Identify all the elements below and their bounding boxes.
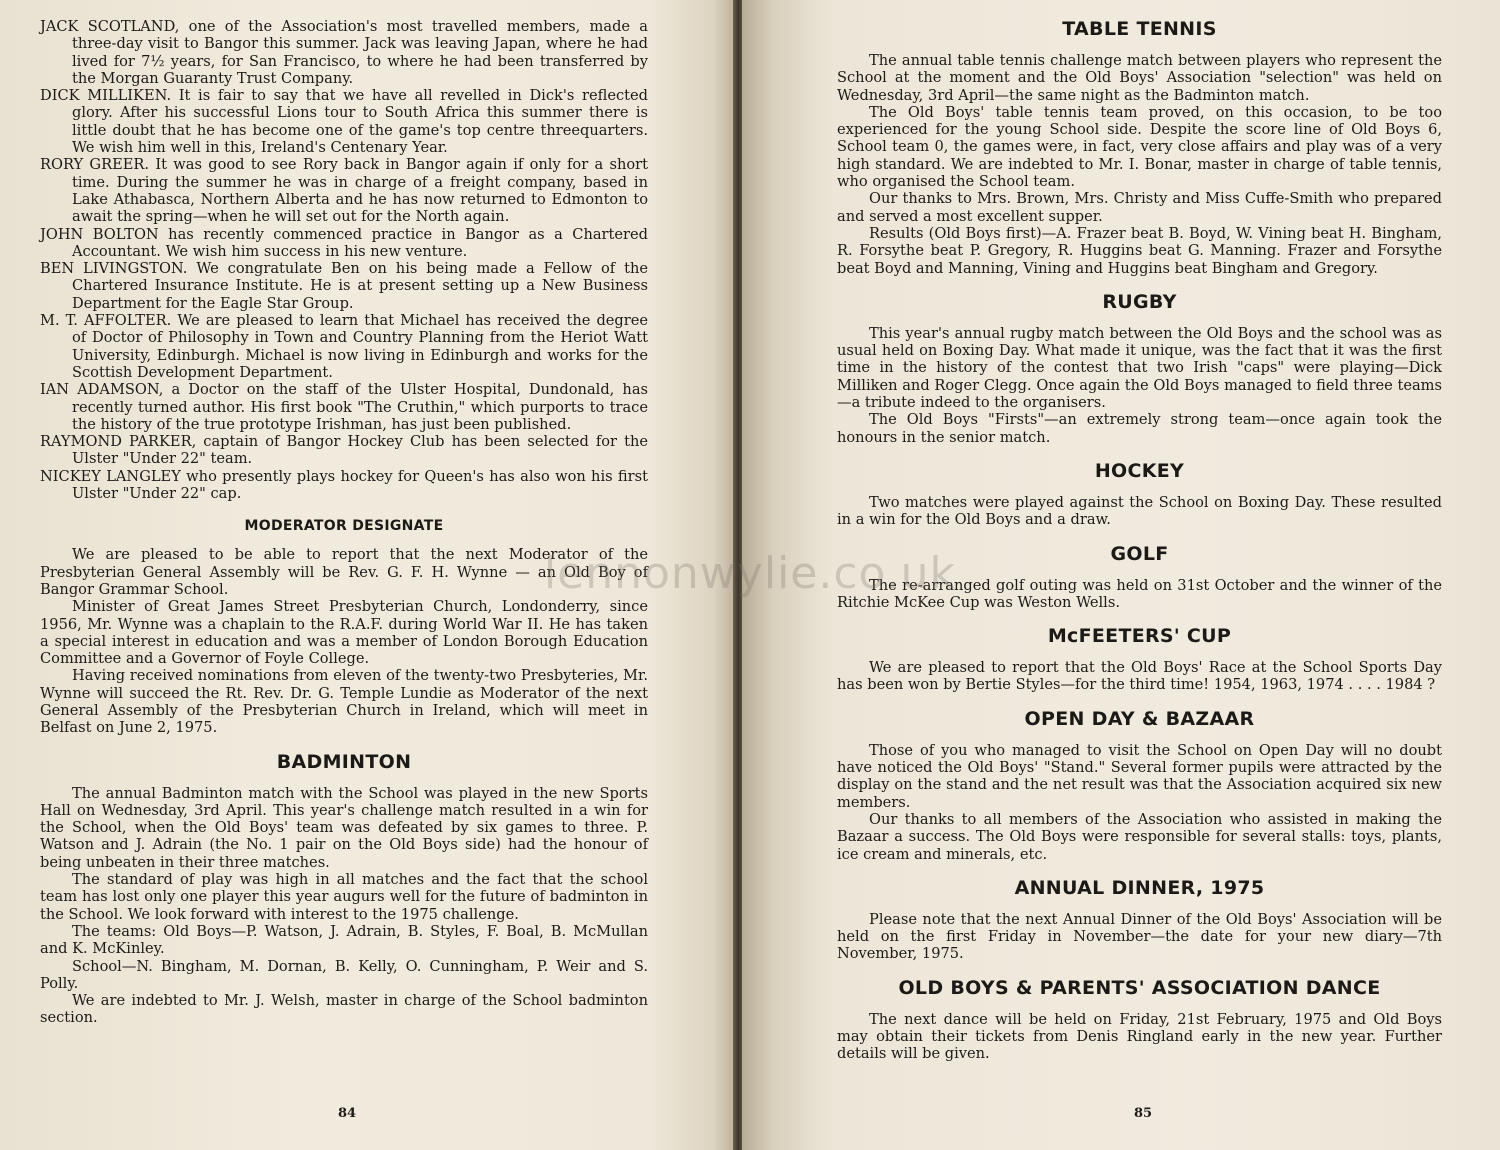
hockey-heading: HOCKEY bbox=[1094, 459, 1185, 482]
entry-name: NICKEY LANGLEY bbox=[40, 467, 181, 485]
entry-name: DICK MILLIKEN. bbox=[40, 87, 172, 105]
entry-text: a Doctor on the staff of the Ulster Hospital, Dundonald, has recently turned author. His first book "The Cruthin," which purports to trace the history of the true prototype Irishman, has just been published. bbox=[72, 381, 649, 433]
entry-name: M. T. AFFOLTER. bbox=[40, 312, 172, 330]
moderator-paragraph: Minister of Great James Street Presbyterian Church, Londonderry, since 1956, Mr. Wynne was a chaplain to the R.A.F. during World War II. He has taken a special interest in education and was a member of London Borough Education Committee and a Governor of Foyle College. bbox=[40, 598, 648, 668]
entry-text: It is fair to say that we have all revelled in Dick's reflected glory. After his successful Lions tour to South Africa this summer there is little doubt that he has become one of the game's top centre threequarters. We wish him well in this, Ireland's Centenary Year. bbox=[72, 87, 648, 157]
table-tennis-paragraph: Our thanks to Mrs. Brown, Mrs. Christy and Miss Cuffe-Smith who prepared and served a most excellent supper. bbox=[837, 190, 1442, 225]
moderator-paragraph: We are pleased to be able to report that the next Moderator of the Presbyterian General Assembly will be Rev. G. F. H. Wynne — an Old Boy of Bangor Grammar School. bbox=[40, 546, 648, 598]
news-entry bbox=[40, 312, 648, 381]
news-entry bbox=[40, 87, 648, 156]
entry-text: has recently commenced practice in Bangor as a Chartered Accountant. We wish him success in his new venture. bbox=[72, 225, 648, 260]
moderator-paragraph: Having received nominations from eleven of the twenty-two Presbyteries, Mr. Wynne will succeed the Rt. Rev. Dr. G. Temple Lundie as Moderator of the next General Assembly of the Presbyterian Church in Ireland, which will meet in Belfast on June 2, 1975. bbox=[40, 667, 648, 737]
news-entry bbox=[40, 468, 648, 503]
right-column bbox=[837, 18, 1442, 1063]
table-tennis-heading: TABLE TENNIS bbox=[1062, 18, 1217, 40]
rugby-heading: RUGBY bbox=[1102, 290, 1177, 313]
entry-name: IAN ADAMSON, bbox=[40, 381, 164, 399]
entry-text: one of the Association's most travelled members, made a three-day visit to Bangor this summer. Jack was leaving Japan, where he had lived for 7½ years, for San Francisco, to where he had been transferred by the Morgan Guaranty Trust Company. bbox=[72, 18, 649, 87]
mcfeeters-paragraph: We are pleased to report that the Old Boys' Race at the School Sports Day has been won by Bertie Styles—for the third time! 1954, 1963, 1974 . . . . 1984 ? bbox=[837, 659, 1442, 694]
entry-name: JACK SCOTLAND, bbox=[40, 18, 180, 35]
entry-text: We congratulate Ben on his being made a Fellow of the Chartered Insurance Institute. He is at present setting up a New Business Department for the Eagle Star Group. bbox=[72, 260, 648, 312]
entry-text: who presently plays hockey for Queen's has also won his first Ulster "Under 22" cap. bbox=[72, 467, 648, 503]
news-entry bbox=[40, 156, 648, 225]
mcfeeters-heading: McFEETERS' CUP bbox=[1047, 625, 1232, 648]
entry-name: BEN LIVINGSTON. bbox=[40, 260, 188, 278]
table-tennis-paragraph: The annual table tennis challenge match between players who represent the School at the moment and the Old Boys' Association "selection" was held on Wednesday, 3rd April—the same night as the Badminton match. bbox=[837, 52, 1442, 104]
badminton-paragraph: The annual Badminton match with the School was played in the new Sports Hall on Wednesday, 3rd April. This year's challenge match resulted in a win for the School, when the Old Boys' team was defeated by six games to three. P. Watson and J. Adrain (the No. 1 pair on the Old Boys side) had the honour of being unbeaten in their three matches. bbox=[40, 784, 648, 871]
badminton-paragraph: The standard of play was high in all matches and the fact that the school team has lost only one player this year augurs well for the future of badminton in the School. We look forward with interest to the 1975 challenge. bbox=[40, 871, 648, 923]
news-entry bbox=[40, 260, 648, 312]
moderator-heading: MODERATOR DESIGNATE bbox=[244, 518, 444, 535]
rugby-paragraph: The Old Boys "Firsts"—an extremely strong team—once again took the honours in the senior match. bbox=[837, 411, 1442, 446]
entry-name: RAYMOND PARKER, bbox=[40, 433, 197, 451]
left-column bbox=[40, 18, 648, 1027]
entry-name: JOHN BOLTON bbox=[40, 225, 159, 243]
entry-text: captain of Bangor Hockey Club has been selected for the Ulster "Under 22" team. bbox=[72, 433, 648, 468]
news-entry bbox=[40, 226, 648, 261]
badminton-paragraph: We are indebted to Mr. J. Welsh, master in charge of the School badminton section. bbox=[40, 992, 648, 1027]
entry-text: We are pleased to learn that Michael has received the degree of Doctor of Philosophy in Town and Country Planning from the Heriot Watt University, Edinburgh. Michael is now living in Edinburgh and works for the Scottish Development Department. bbox=[72, 312, 649, 381]
table-tennis-paragraph: Results (Old Boys first)—A. Frazer beat B. Boyd, W. Vining beat H. Bingham, R. Forsythe beat P. Gregory, R. Huggins beat G. Manning. Frazer and Forsythe beat Boyd and Manning, Vining and Huggins beat Bingham and Gregory. bbox=[837, 224, 1442, 277]
open-day-heading: OPEN DAY & BAZAAR bbox=[1024, 707, 1255, 730]
page-number-left: 84 bbox=[338, 1106, 357, 1121]
annual-dinner-heading: ANNUAL DINNER, 1975 bbox=[1014, 876, 1265, 899]
badminton-paragraph: The teams: Old Boys—P. Watson, J. Adrain, B. Styles, F. Boal, B. McMullan and K. McKinley. bbox=[40, 922, 648, 958]
news-entry bbox=[40, 381, 648, 433]
badminton-heading: BADMINTON bbox=[276, 750, 412, 773]
golf-paragraph: The re-arranged golf outing was held on 31st October and the winner of the Ritchie McKee Cup was Weston Wells. bbox=[837, 576, 1442, 611]
open-day-paragraph: Our thanks to all members of the Association who assisted in making the Bazaar a success. The Old Boys were responsible for several stalls: toys, plants, ice cream and minerals, etc. bbox=[837, 810, 1442, 863]
dance-paragraph: The next dance will be held on Friday, 21st February, 1975 and Old Boys may obtain their tickets from Denis Ringland early in the new year. Further details will be given. bbox=[837, 1010, 1442, 1063]
table-tennis-paragraph: The Old Boys' table tennis team proved, on this occasion, to be too experienced for the young School side. Despite the score line of Old Boys 6, School team 0, the games were, in fact, very close affairs and play was of a very high standard. We are indebted to Mr. I. Bonar, master in charge of table tennis, who organised the School team. bbox=[837, 103, 1442, 191]
open-day-paragraph: Those of you who managed to visit the School on Open Day will no doubt have noticed the Old Boys' "Stand." Several former pupils were attracted by the display on the stand and the net result was that the Association acquired six new members. bbox=[837, 741, 1442, 811]
page-number-right: 85 bbox=[1134, 1106, 1153, 1121]
news-entry bbox=[40, 433, 648, 468]
entry-name: RORY GREER. bbox=[40, 156, 150, 174]
hockey-paragraph: Two matches were played against the School on Boxing Day. These resulted in a win for the Old Boys and a draw. bbox=[837, 493, 1442, 529]
badminton-paragraph: School—N. Bingham, M. Dornan, B. Kelly, O. Cunningham, P. Weir and S. Polly. bbox=[40, 957, 648, 992]
watermark: lennonwylie.co.uk bbox=[543, 548, 957, 599]
rugby-paragraph: This year's annual rugby match between the Old Boys and the school was as usual held on Boxing Day. What made it unique, was the fact that it was the first time in the history of the contest that two Irish "caps" were playing—Dick Milliken and Roger Clegg. Once again the Old Boys managed to field three teams—a tribute indeed to the organisers. bbox=[837, 324, 1442, 412]
news-entry bbox=[40, 18, 648, 87]
dance-heading: OLD BOYS & PARENTS' ASSOCIATION DANCE bbox=[898, 976, 1381, 999]
annual-dinner-paragraph: Please note that the next Annual Dinner of the Old Boys' Association will be held on the first Friday in November—the date for your new diary—7th November, 1975. bbox=[837, 910, 1442, 963]
golf-heading: GOLF bbox=[1110, 542, 1169, 565]
entry-text: It was good to see Rory back in Bangor again if only for a short time. During the summer he was in charge of a freight company, based in Lake Athabasca, Northern Alberta and he has now returned to Edmonton to await the spring—when he will set out for the North again. bbox=[72, 156, 648, 226]
